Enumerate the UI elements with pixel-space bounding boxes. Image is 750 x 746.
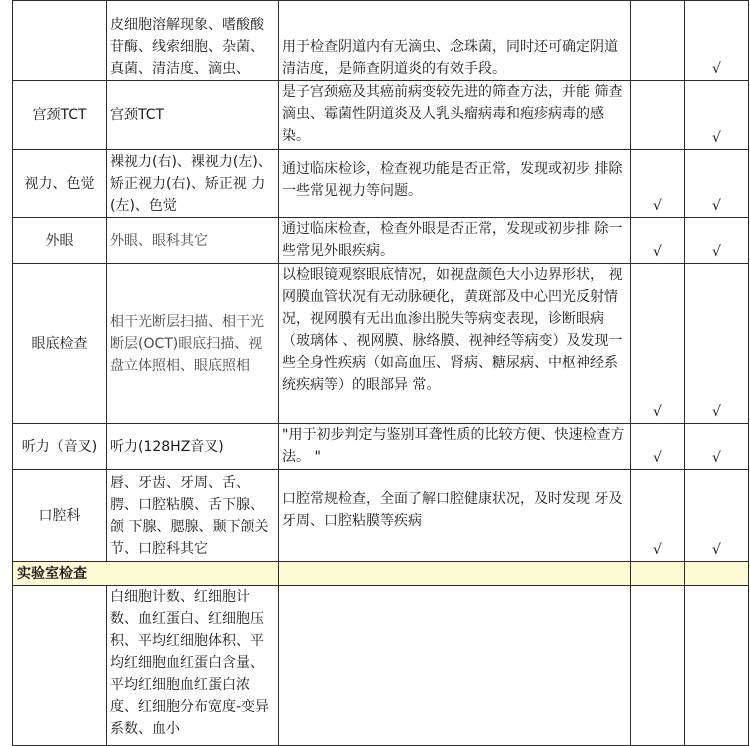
check-cell-1: √ <box>631 470 685 562</box>
description-cell: 通过临床检诊，检查视功能是否正常，发现或初步 排除一些常见视力等问题。 <box>279 150 631 218</box>
check-cell-1: √ <box>631 424 685 470</box>
detail-cell <box>107 1 279 81</box>
detail-cell: 听力(128HZ音叉) <box>107 424 279 470</box>
detail-cell: 外眼、眼科其它 <box>107 218 279 264</box>
section-empty-cell <box>279 562 631 586</box>
check-cell-1 <box>631 586 685 746</box>
description-cell: 口腔常规检查，全面了解口腔健康状况，及时发现 牙及牙周、口腔粘膜等疾病 <box>279 470 631 562</box>
section-empty-cell <box>685 562 749 586</box>
description-cell: 用于检查阴道内有无滴虫、念珠菌，同时还可确定阴道清洁度，是筛查阴道炎的有效手段。 <box>279 1 631 81</box>
section-empty-cell <box>631 562 685 586</box>
detail-cell: 裸视力(右)、裸视力(左)、矫正视力(右)、矫正视 力(左)、色觉 <box>107 150 279 218</box>
detail-text: 皮细胞溶解现象、嗜酸酸苷酶、线索细胞、杂菌、真菌、清洁度、滴虫、 <box>110 17 264 77</box>
table-row <box>13 150 749 218</box>
item-cell: 外眼 <box>13 218 107 264</box>
check-cell-2 <box>685 586 749 746</box>
check-cell-2: √ <box>685 1 749 81</box>
check-cell-2: √ <box>685 424 749 470</box>
check-cell-2: √ <box>685 470 749 562</box>
detail-cell: 宫颈TCT <box>107 81 279 150</box>
item-cell: 口腔科 <box>13 470 107 562</box>
check-cell-1: √ <box>631 264 685 424</box>
check-cell-1: √ <box>631 218 685 264</box>
description-cell: 通过临床检查，检查外眼是否正常，发现或初步排 除一些常见外眼疾病。 <box>279 218 631 264</box>
section-row <box>13 562 749 586</box>
check-cell-2: √ <box>685 150 749 218</box>
exam-table <box>12 0 749 746</box>
table-row <box>13 424 749 470</box>
check-cell-2: √ <box>685 218 749 264</box>
table-row <box>13 81 749 150</box>
table-row <box>13 470 749 562</box>
table-row <box>13 264 749 424</box>
detail-cell: 唇、牙齿、牙周、舌、腭、口腔粘膜、舌下腺、颌 下腺、腮腺、颞下颌关节、口腔科其它 <box>107 470 279 562</box>
description-cell: 是子宫颈癌及其癌前病变较先进的筛查方法，并能 筛查滴虫、霉菌性阴道炎及人乳头瘤病毒和疱疹病毒的感染。 <box>279 81 631 150</box>
item-cell: 听力（音叉) <box>13 424 107 470</box>
check-cell-1 <box>631 81 685 150</box>
table-row <box>13 218 749 264</box>
check-cell-1: √ <box>631 150 685 218</box>
table-row <box>13 1 749 81</box>
section-label: 实验室检查 <box>13 562 279 586</box>
table-row <box>13 586 749 746</box>
item-cell <box>13 1 107 81</box>
check-cell-2: √ <box>685 81 749 150</box>
description-cell: "用于初步判定与鉴别耳聋性质的比较方便、快速检查方法。 " <box>279 424 631 470</box>
check-cell-1 <box>631 1 685 81</box>
item-cell: 视力、色觉 <box>13 150 107 218</box>
item-cell: 宫颈TCT <box>13 81 107 150</box>
item-cell <box>13 586 107 746</box>
detail-cell: 白细胞计数、红细胞计数、血红蛋白、红细胞压积、平均红细胞体积、平均红细胞血红蛋白含量、平均红细胞血红蛋白浓度、红细胞分布宽度-变异系数、血小 <box>107 586 279 746</box>
check-cell-2: √ <box>685 264 749 424</box>
description-cell <box>279 586 631 746</box>
description-cell: 以检眼镜观察眼底情况，如视盘颜色大小边界形状， 视网膜血管状况有无动脉硬化，黄斑部及中心凹光反射情况，视网膜有无出血渗出脱失等病变表现，诊断眼病（玻璃体 、视网膜、脉络膜、视神经等病变）及发现一些全身性疾病（如高血压、肾病、糖尿病、中枢神经系统疾病等）的眼部异 常。 <box>279 264 631 424</box>
detail-cell: 相干光断层扫描、相干光断层(OCT)眼底扫描、视盘立体照相、眼底照相 <box>107 264 279 424</box>
item-cell: 眼底检查 <box>13 264 107 424</box>
